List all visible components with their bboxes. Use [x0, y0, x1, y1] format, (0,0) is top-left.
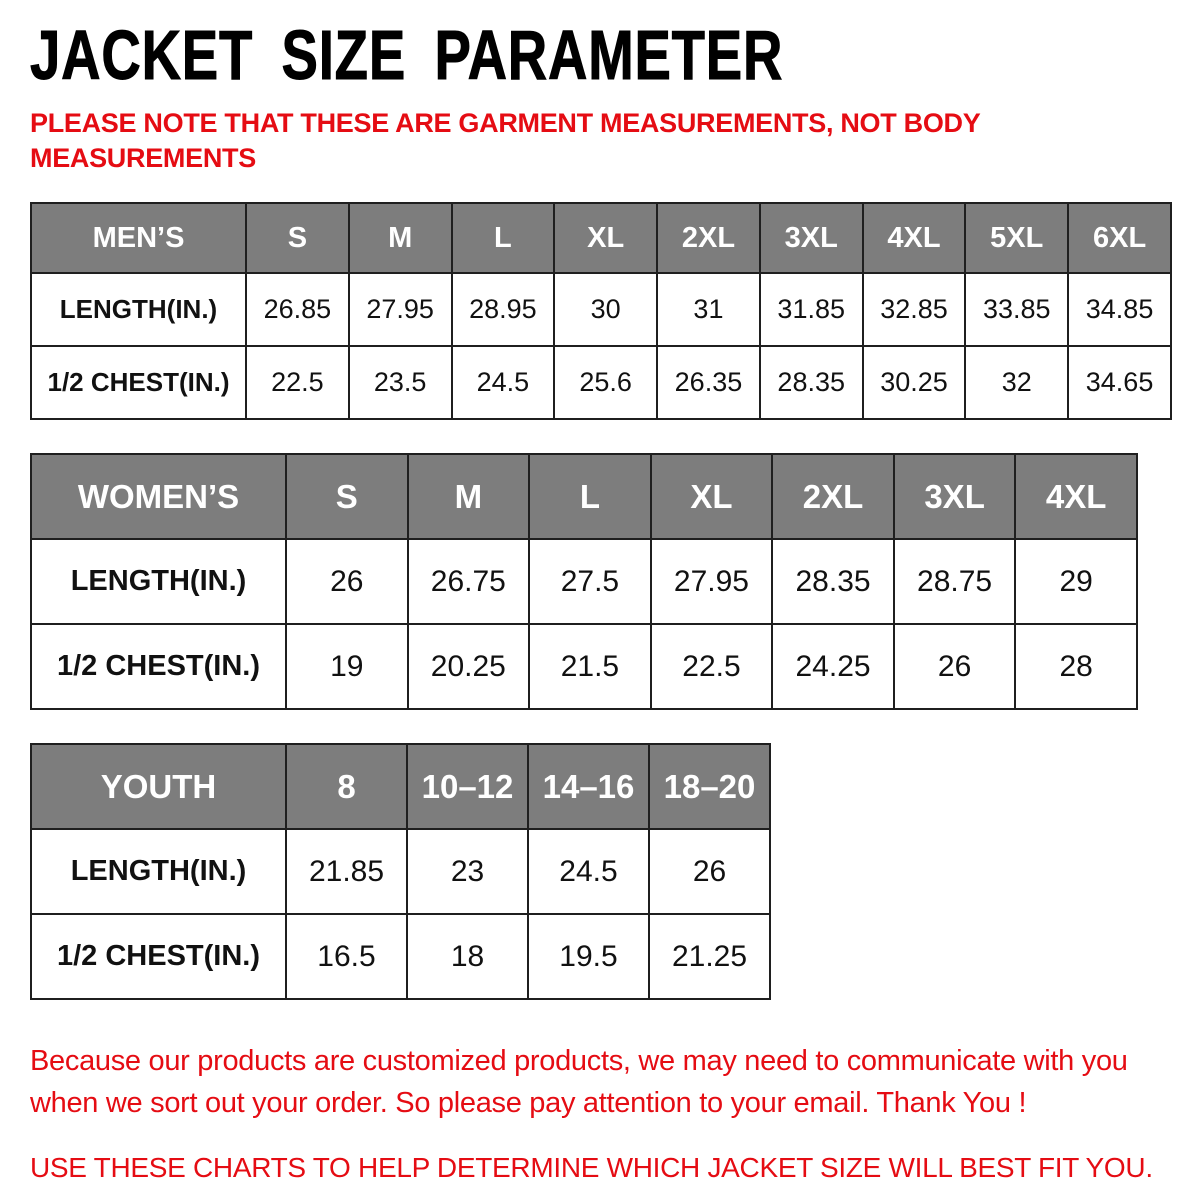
mens-value-cell: 23.5 [349, 346, 452, 419]
fit-instruction: USE THESE CHARTS TO HELP DETERMINE WHICH JACKET SIZE WILL BEST FIT YOU. [30, 1152, 1153, 1184]
womens-value-cell: 21.5 [529, 624, 651, 709]
mens-value-cell: 34.65 [1068, 346, 1171, 419]
youth-header-row [31, 744, 770, 829]
womens-measure-label-cell: 1/2 CHEST(IN.) [31, 624, 286, 709]
womens-value-cell: 22.5 [651, 624, 773, 709]
womens-value-cell: 19 [286, 624, 408, 709]
youth-size-header-cell: 10–12 [407, 744, 528, 829]
garment-note-line2: MEASUREMENTS [30, 143, 256, 174]
mens-size-table [30, 202, 1172, 420]
mens-size-header-cell: M [349, 203, 452, 273]
garment-measurement-note [30, 106, 1200, 176]
youth-value-cell: 16.5 [286, 914, 407, 999]
womens-size-header-cell: 4XL [1015, 454, 1137, 539]
mens-measure-label-cell: 1/2 CHEST(IN.) [31, 346, 246, 419]
womens-value-cell: 26.75 [408, 539, 530, 624]
youth-size-header-cell: 14–16 [528, 744, 649, 829]
mens-value-cell: 30 [554, 273, 657, 346]
womens-value-cell: 28 [1015, 624, 1137, 709]
youth-measure-label-cell: 1/2 CHEST(IN.) [31, 914, 286, 999]
womens-header-row [31, 454, 1137, 539]
womens-value-cell: 27.95 [651, 539, 773, 624]
womens-value-cell: 28.35 [772, 539, 894, 624]
womens-data-row [31, 539, 1137, 624]
mens-data-row [31, 346, 1171, 419]
womens-size-header-cell: XL [651, 454, 773, 539]
womens-value-cell: 24.25 [772, 624, 894, 709]
youth-size-table [30, 743, 771, 1000]
womens-value-cell: 27.5 [529, 539, 651, 624]
mens-value-cell: 31 [657, 273, 760, 346]
mens-size-header-cell: 3XL [760, 203, 863, 273]
mens-size-header-cell: 2XL [657, 203, 760, 273]
mens-value-cell: 25.6 [554, 346, 657, 419]
youth-size-header-cell: 8 [286, 744, 407, 829]
mens-data-row [31, 273, 1171, 346]
womens-data-row [31, 624, 1137, 709]
mens-group-label: MEN’S [31, 203, 246, 273]
youth-data-row [31, 829, 770, 914]
youth-size-header-cell: 18–20 [649, 744, 770, 829]
mens-size-header-cell: L [452, 203, 555, 273]
womens-size-header-cell: 3XL [894, 454, 1016, 539]
custom-order-note-line2: when we sort out your order. So please pay attention to your email. Thank You ! [30, 1087, 1027, 1120]
womens-size-header-cell: 2XL [772, 454, 894, 539]
mens-value-cell: 31.85 [760, 273, 863, 346]
womens-size-header-cell: L [529, 454, 651, 539]
mens-size-header-cell: 5XL [965, 203, 1068, 273]
youth-value-cell: 24.5 [528, 829, 649, 914]
youth-value-cell: 23 [407, 829, 528, 914]
custom-order-note [30, 1040, 1180, 1124]
page-title: JACKET SIZE PARAMETER [30, 16, 784, 94]
mens-value-cell: 28.35 [760, 346, 863, 419]
mens-size-header-cell: 6XL [1068, 203, 1171, 273]
mens-value-cell: 22.5 [246, 346, 349, 419]
womens-value-cell: 26 [894, 624, 1016, 709]
mens-value-cell: 26.35 [657, 346, 760, 419]
custom-order-note-line1: Because our products are customized products, we may need to communicate with you [30, 1045, 1128, 1078]
mens-value-cell: 28.95 [452, 273, 555, 346]
mens-size-header-cell: S [246, 203, 349, 273]
youth-data-row [31, 914, 770, 999]
mens-size-header-cell: 4XL [863, 203, 966, 273]
womens-size-table [30, 453, 1138, 710]
mens-value-cell: 32 [965, 346, 1068, 419]
womens-value-cell: 28.75 [894, 539, 1016, 624]
mens-value-cell: 27.95 [349, 273, 452, 346]
womens-value-cell: 20.25 [408, 624, 530, 709]
youth-value-cell: 26 [649, 829, 770, 914]
womens-size-header-cell: S [286, 454, 408, 539]
mens-value-cell: 30.25 [863, 346, 966, 419]
mens-value-cell: 26.85 [246, 273, 349, 346]
womens-measure-label-cell: LENGTH(IN.) [31, 539, 286, 624]
youth-value-cell: 19.5 [528, 914, 649, 999]
youth-measure-label-cell: LENGTH(IN.) [31, 829, 286, 914]
womens-value-cell: 29 [1015, 539, 1137, 624]
youth-value-cell: 21.85 [286, 829, 407, 914]
mens-value-cell: 24.5 [452, 346, 555, 419]
mens-size-header-cell: XL [554, 203, 657, 273]
youth-value-cell: 18 [407, 914, 528, 999]
mens-header-row [31, 203, 1171, 273]
womens-value-cell: 26 [286, 539, 408, 624]
mens-value-cell: 34.85 [1068, 273, 1171, 346]
mens-measure-label-cell: LENGTH(IN.) [31, 273, 246, 346]
garment-note-line1: PLEASE NOTE THAT THESE ARE GARMENT MEASUREMENTS, NOT BODY [30, 108, 981, 138]
womens-group-label: WOMEN’S [31, 454, 286, 539]
youth-group-label: YOUTH [31, 744, 286, 829]
womens-size-header-cell: M [408, 454, 530, 539]
mens-value-cell: 32.85 [863, 273, 966, 346]
mens-value-cell: 33.85 [965, 273, 1068, 346]
youth-value-cell: 21.25 [649, 914, 770, 999]
